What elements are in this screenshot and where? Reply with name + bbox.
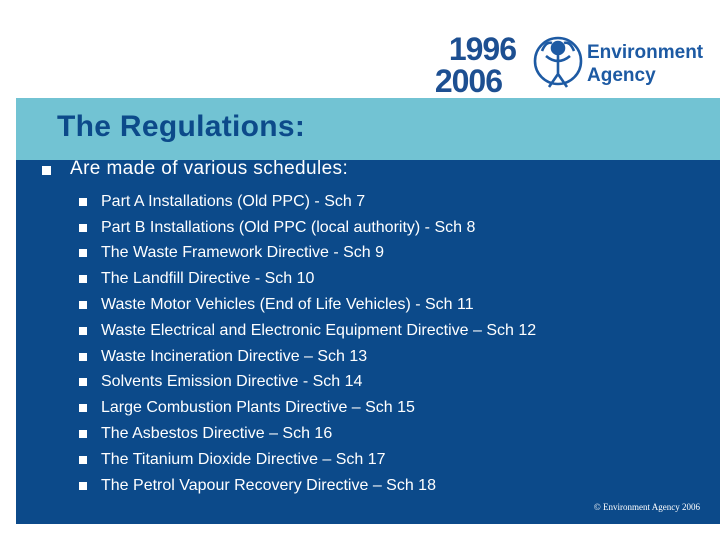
list-item-text: The Asbestos Directive – Sch 16 — [101, 425, 333, 443]
list-item — [79, 241, 536, 267]
environment-agency-logo — [532, 29, 718, 95]
logo-line-1: Environment — [587, 42, 704, 63]
schedule-list — [79, 189, 536, 499]
square-bullet-icon — [79, 198, 87, 206]
list-item-text: Part A Installations (Old PPC) - Sch 7 — [101, 192, 366, 210]
main-bullet-text: Are made of various schedules: — [70, 158, 349, 179]
list-item-text: Solvents Emission Directive - Sch 14 — [101, 373, 363, 391]
list-item-text: Waste Incineration Directive – Sch 13 — [101, 347, 368, 365]
square-bullet-icon — [79, 404, 87, 412]
square-bullet-icon — [79, 430, 87, 438]
year-2006: 2006 — [434, 63, 502, 97]
slide-title: The Regulations: — [57, 110, 306, 143]
year-1996: 1996 — [448, 31, 516, 67]
list-item — [79, 421, 536, 447]
square-bullet-icon — [79, 249, 87, 257]
square-bullet-icon — [79, 378, 87, 386]
anniversary-years — [428, 27, 518, 97]
list-item-text: The Waste Framework Directive - Sch 9 — [101, 244, 385, 262]
list-item — [79, 318, 536, 344]
tree-person-icon — [535, 38, 581, 87]
square-bullet-icon — [79, 327, 87, 335]
list-item-text: The Petrol Vapour Recovery Directive – Sch 18 — [101, 476, 436, 494]
list-item — [79, 292, 536, 318]
square-bullet-icon — [79, 275, 87, 283]
list-item — [79, 215, 536, 241]
square-bullet-icon — [79, 482, 87, 490]
square-bullet-icon — [79, 353, 87, 361]
list-item-text: Large Combustion Plants Directive – Sch 15 — [101, 399, 415, 417]
list-item — [79, 266, 536, 292]
list-item — [79, 344, 536, 370]
list-item-text: Waste Motor Vehicles (End of Life Vehicles) - Sch 11 — [101, 296, 474, 314]
square-bullet-icon — [79, 301, 87, 309]
list-item — [79, 395, 536, 421]
list-item — [79, 370, 536, 396]
main-bullet — [42, 158, 348, 180]
square-bullet-icon — [79, 224, 87, 232]
square-bullet-icon — [79, 456, 87, 464]
list-item-text: Waste Electrical and Electronic Equipment Directive – Sch 12 — [101, 321, 537, 339]
list-item-text: The Landfill Directive - Sch 10 — [101, 270, 315, 288]
list-item-text: The Titanium Dioxide Directive – Sch 17 — [101, 450, 386, 468]
list-item — [79, 473, 536, 499]
list-item — [79, 447, 536, 473]
copyright-notice: © Environment Agency 2006 — [593, 502, 700, 512]
square-bullet-icon — [42, 166, 51, 175]
list-item — [79, 189, 536, 215]
logo-line-2: Agency — [587, 65, 656, 86]
list-item-text: Part B Installations (Old PPC (local authority) - Sch 8 — [101, 218, 476, 236]
